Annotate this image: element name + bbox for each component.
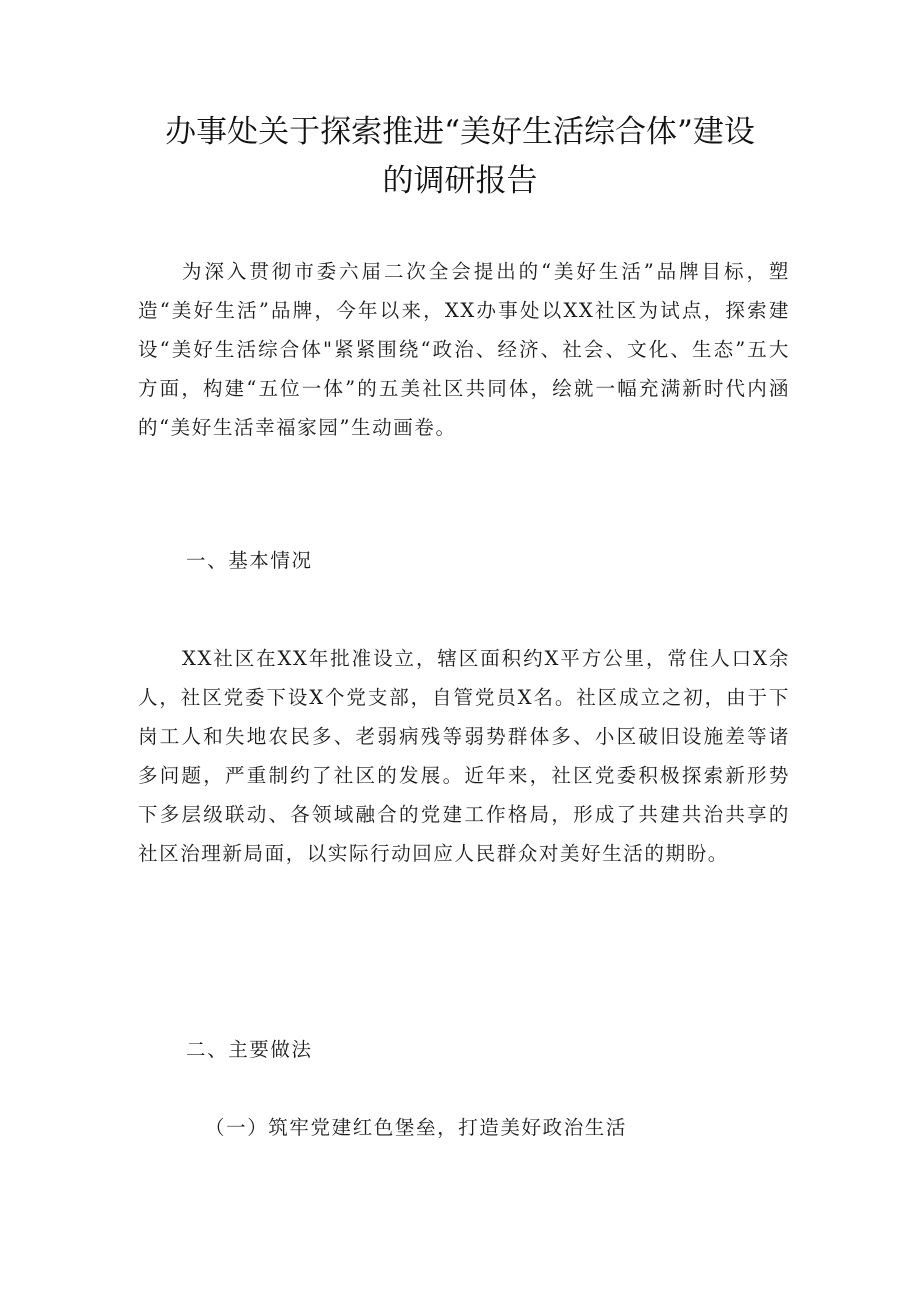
document-title-line-2: 的调研报告 xyxy=(382,163,538,199)
section-1-paragraph: XX社区在XX年批准设立，辖区面积约X平方公里，常住人口X余人，社区党委下设X个党支部，自管党员X名。社区成立之初，由于下岗工人和失地农民多、老弱病残等弱势群体多、小区破旧设施差等诸多问题，严重制约了社区的发展。近年来，社区党委积极探索新形势下多层级联动、各领域融合的党建工作格局，形成了共建共治共享的社区治理新局面，以实际行动回应人民群众对美好生活的期盼。 xyxy=(138,647,790,865)
section-1-heading: 一、基本情况 xyxy=(186,549,313,572)
document-title-line-1: 办事处关于探索推进“美好生活综合体”建设 xyxy=(165,114,755,150)
intro-paragraph: 为深入贯彻市委六届二次全会提出的“美好生活”品牌目标，塑造“美好生活”品牌，今年以来，XX办事处以XX社区为试点，探索建设“美好生活综合体"紧紧围绕“政治、经济、社会、文化、生态”五大方面，构建“五位一体”的五美社区共同体，绘就一幅充满新时代内涵的“美好生活幸福家园”生动画卷。 xyxy=(138,260,790,439)
section-2-heading: 二、主要做法 xyxy=(186,1038,313,1061)
subsection-1-heading: （一）筑牢党建红色堡垒，打造美好政治生活 xyxy=(205,1116,628,1139)
document-title xyxy=(100,108,820,206)
